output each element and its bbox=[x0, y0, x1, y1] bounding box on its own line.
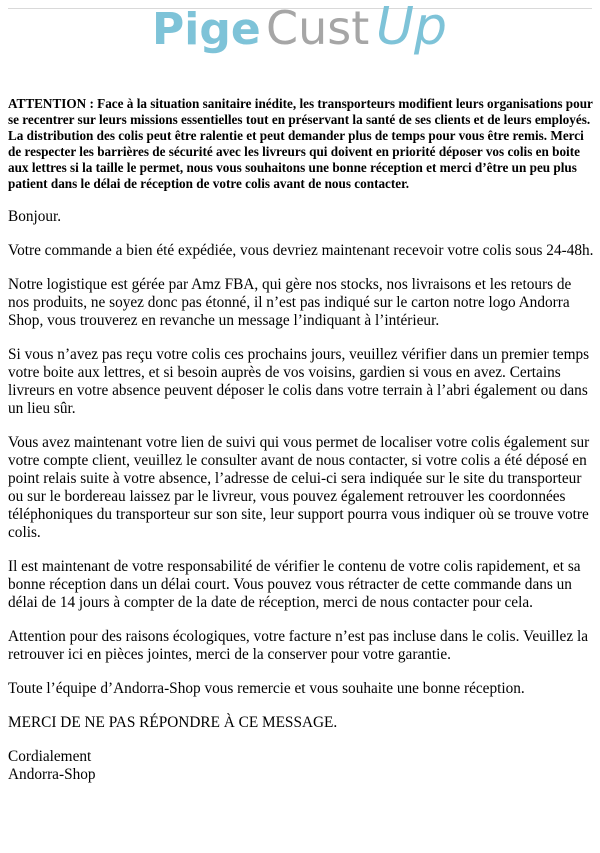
pige-custup-logo bbox=[150, 0, 450, 70]
paragraph-responsibility: Il est maintenant de votre responsabilité de vérifier le contenu de votre colis rapidement, et sa bonne réception dans un délai court. Vous pouvez vous rétracter de cette commande dans un délai de 14 jours à compter de la date de réception, merci de nous contacter pour cela. bbox=[8, 558, 581, 611]
paragraph-not-received: Si vous n’avez pas reçu votre colis ces prochains jours, veuillez vérifier dans un premier temps votre boite aux lettres, et si besoin auprès de vos voisins, gardien si vous en avez. Certains livreurs en votre absence peuvent déposer le colis dans votre terrain à l’abri également ou dans un lieu sûr. bbox=[8, 346, 590, 417]
closing-salutation: Cordialement bbox=[8, 748, 92, 765]
paragraph-thanks: Toute l’équipe d’Andorra-Shop vous remercie et vous souhaite une bonne réception. bbox=[8, 680, 525, 697]
closing bbox=[8, 748, 594, 784]
paragraph-no-reply: MERCI DE NE PAS RÉPONDRE À CE MESSAGE. bbox=[8, 714, 338, 731]
paragraph-logistics: Notre logistique est gérée par Amz FBA, qui gère nos stocks, nos livraisons et les retours de nos produits, ne soyez donc pas étonné, il n’est pas indiqué sur le carton notre logo Andorra Shop, vous trouverez en revanche un message l’indiquant à l’intérieur. bbox=[8, 276, 572, 329]
logo-text-up: Up bbox=[376, 0, 448, 57]
paragraph-tracking: Vous avez maintenant votre lien de suivi qui vous permet de localiser votre colis également sur votre compte client, veuillez le consulter avant de nous contacter, si votre colis a été déposé en point relais suite à votre absence, l’adresse de celui-ci sera indiquée sur le site du transporteur ou sur le bordereau laissez par le livreur, vous pouvez également retrouver les coordonnées téléphoniques du transporteur sur son site, leur support pourra vous indiquer où se trouve votre colis. bbox=[8, 434, 590, 541]
paragraph-shipped: Votre commande a bien été expédiée, vous devriez maintenant recevoir votre colis sous 24-48h. bbox=[8, 242, 594, 259]
paragraph-invoice: Attention pour des raisons écologiques, votre facture n’est pas incluse dans le colis. Veuillez la retrouver ici en pièces jointes, merci de la conserver pour votre garantie. bbox=[8, 628, 588, 663]
greeting: Bonjour. bbox=[8, 208, 62, 225]
logo-text-cust: Cust bbox=[266, 1, 370, 55]
closing-signature: Andorra-Shop bbox=[8, 766, 96, 783]
email-body bbox=[8, 96, 594, 800]
covid-warning: ATTENTION : Face à la situation sanitaire inédite, les transporteurs modifient leurs organisations pour se recentrer sur leurs missions essentielles tout en préservant la santé de ses clients et de leurs employés. La distribution des colis peut être ralentie et peut demander plus de temps pour vous être remis. Merci de respecter les barrières de sécurité avec les livreurs qui doivent en priorité déposer vos colis en boite aux lettres si la taille le permet, nous vous souhaitons une bonne réception et merci d’être un peu plus patient dans le délai de réception de votre colis avant de nous contacter. bbox=[8, 96, 593, 191]
logo-text-pige: Pige bbox=[152, 4, 261, 55]
